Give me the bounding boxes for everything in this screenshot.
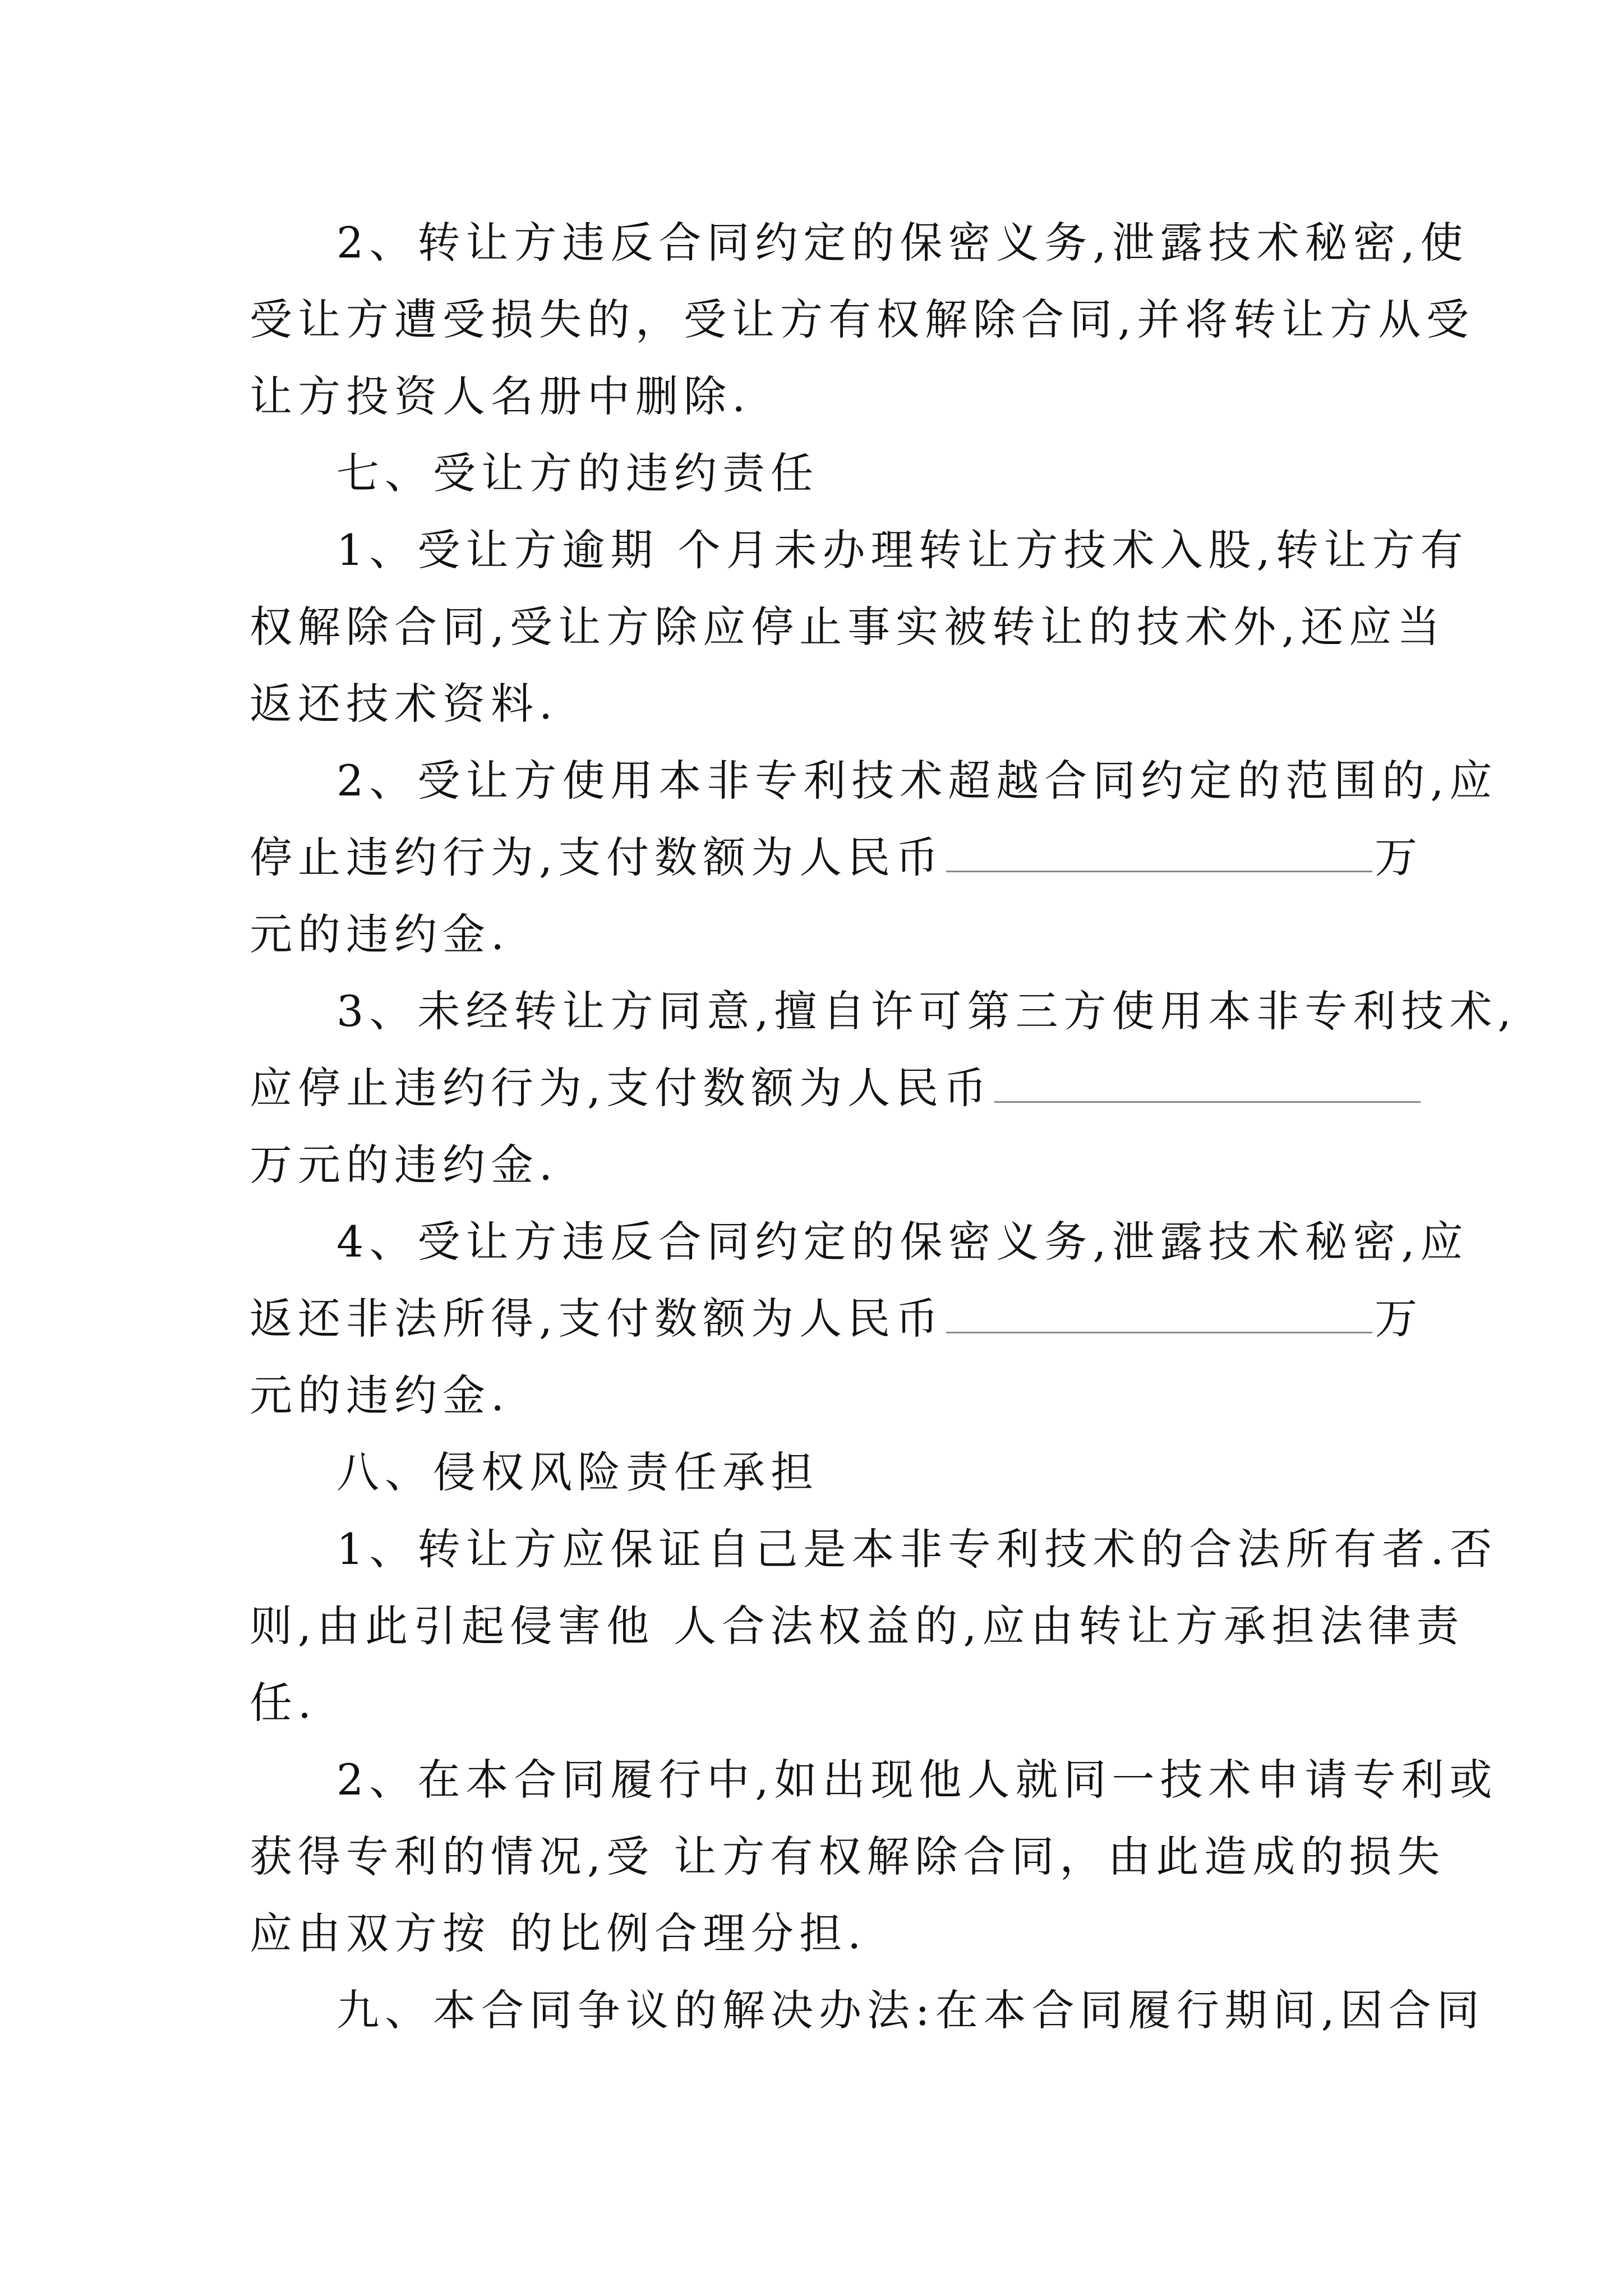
amount-blank (994, 1061, 1421, 1103)
paragraph-line: 3、未经转让方同意,擅自许可第三方使用本非专利技术, (336, 986, 1517, 1036)
paragraph-line: 1、转让方应保证自己是本非专利技术的合法所有者.否 (336, 1524, 1498, 1574)
paragraph-line: 元的违约金. (250, 1370, 510, 1420)
paragraph-line: 2、在本合同履行中,如出现他人就同一技术申请专利或 (336, 1755, 1498, 1805)
paragraph-line: 1、受让方逾期 个月未办理转让方技术入股,转让方有 (336, 525, 1469, 575)
paragraph-line: 则,由此引起侵害他 人合法权益的,应由转让方承担法律责 (250, 1601, 1465, 1651)
paragraph-line: 2、受让方使用本非专利技术超越合同约定的范围的,应 (336, 756, 1498, 806)
paragraph-line: 受让方遭受损失的，受让方有权解除合同,并将转让方从受 (250, 295, 1475, 344)
paragraph-line (250, 1291, 1423, 1347)
paragraph-line: 4、受让方违反合同约定的保密义务,泄露技术秘密,应 (336, 1217, 1469, 1267)
paragraph-line: 万元的违约金. (250, 1140, 559, 1190)
section-heading: 七、受让方的违约责任 (336, 448, 819, 498)
line-text: 返还非法所得,支付数额为人民币 (250, 1294, 944, 1343)
section-heading: 八、侵权风险责任承担 (336, 1447, 819, 1497)
line-text: 万 (1375, 832, 1423, 882)
section-heading: 九、本合同争议的解决办法:在本合同履行期间,因合同 (336, 1985, 1485, 2035)
line-text: 停止违约行为,支付数额为人民币 (250, 832, 944, 882)
paragraph-line: 返还技术资料. (250, 679, 559, 729)
paragraph-line: 任. (250, 1678, 317, 1728)
paragraph-line: 2、转让方违反合同约定的保密义务,泄露技术秘密,使 (336, 218, 1469, 268)
paragraph-line: 获得专利的情况,受 让方有权解除合同，由此造成的损失 (250, 1832, 1446, 1881)
amount-blank (946, 830, 1372, 872)
paragraph-line: 权解除合同,受让方除应停止事实被转让的技术外,还应当 (250, 602, 1446, 652)
paragraph-line (250, 1060, 1388, 1116)
amount-blank (946, 1291, 1372, 1333)
paragraph-line (250, 830, 1423, 886)
line-text: 应停止违约行为,支付数额为人民币 (250, 1063, 993, 1113)
paragraph-line: 应由双方按 的比例合理分担. (250, 1908, 867, 1958)
paragraph-line: 让方投资人名册中删除. (250, 371, 751, 421)
paragraph-line: 元的违约金. (250, 909, 510, 959)
line-text: 万 (1375, 1294, 1423, 1343)
